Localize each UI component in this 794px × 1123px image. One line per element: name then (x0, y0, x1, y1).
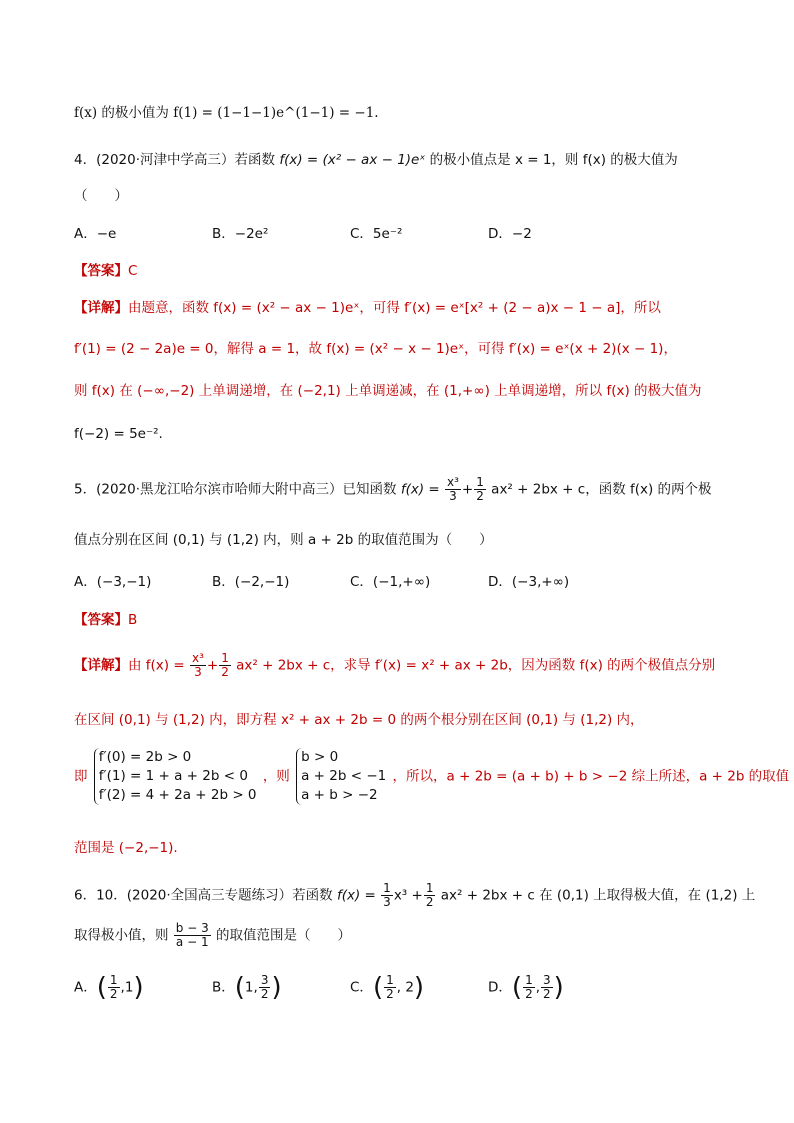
q5-detail-text-1a: 由 f(x) = (128, 657, 185, 674)
q6-option-a: A．( $\frac{1}{2}$ ,1) (74, 972, 144, 1003)
q5-detail-mid: ，则 (262, 768, 290, 785)
q6-option-d: D．( $\frac{1}{2}$ , $\frac{3}{2}$ ) (488, 972, 564, 1003)
q4-answer-value: C (128, 263, 138, 279)
q6-prefix: 6．10．(2020·全国高三专题练习）若函数 (74, 887, 333, 904)
q5-detail-pre: 即 (74, 768, 88, 785)
q4-blank: （ ） (74, 188, 128, 204)
q5-fraction-1-over-2: $\frac{1}{2}$ (476, 475, 484, 503)
q5-system-2-row: b > 0 (301, 749, 339, 765)
q4-options (74, 224, 734, 244)
q5-answer-value: B (128, 612, 138, 628)
q5-detail-line-4: 范围是 (−2,−1). (74, 840, 178, 856)
q5-option-b: B．(−2,−1) (212, 574, 290, 590)
q5-detail-fraction-1-over-2: $\frac{1}{2}$ (221, 651, 229, 679)
q5-prefix: 5．(2020·黑龙江哈尔滨市哈师大附中高三）已知函数 (74, 481, 397, 498)
q4-option-a: A．−e (74, 226, 117, 242)
q5-detail-line-3 (74, 748, 789, 805)
q5-detail-line-1: 【详解】由 f(x) = $\frac{\text{x³}}{3}$ + $\frac{1}{2}$ ax² + 2bx + c，求导 f′(x) = x² + ax + 2b，因为函数 f(x) 的两个极值点分别 (74, 651, 716, 679)
q6-function: f(x) = (336, 887, 376, 904)
q6-options (74, 974, 734, 1001)
q5-line-2: 值点分别在区间 (0,1) 与 (1,2) 内，则 a + 2b 的取值范围为（ ） (74, 532, 493, 548)
q5-system-1-row: f′(2) = 4 + 2a + 2b > 0 (98, 787, 257, 803)
q5-options (74, 572, 734, 592)
q5-system-1-row: f′(0) = 2b > 0 (98, 749, 192, 765)
q4-option-d: D．−2 (488, 226, 532, 242)
q6-fraction-1-over-3: $\frac{1}{3}$ (383, 881, 391, 909)
q4-answer-tag: 【答案】 (74, 263, 128, 279)
q6-option-c: C．( $\frac{1}{2}$ , 2) (350, 972, 425, 1003)
q5-fraction-x3-over-3: $\frac{\text{x³}}{3}$ (447, 475, 459, 503)
q5-detail-fraction-x3-over-3: $\frac{\text{x³}}{3}$ (191, 651, 204, 679)
q5-detail-line-2: 在区间 (0,1) 与 (1,2) 内，即方程 x² + ax + 2b = 0 的两个根分别在区间 (0,1) 与 (1,2) 内， (74, 712, 644, 728)
q5-answer (74, 610, 137, 630)
q4-detail-line-4: f(−2) = 5e⁻². (74, 426, 163, 442)
q4-suffix: 的极小值点是 x = 1，则 f(x) 的极大值为 (429, 152, 678, 168)
q6-option-b: B．(1, $\frac{3}{2}$ ) (212, 972, 282, 1003)
q5-system-1 (94, 748, 257, 805)
q5-option-d: D．(−3,+∞) (488, 574, 570, 590)
q4-option-c: C．5e⁻² (350, 226, 403, 242)
q4-prefix: 4．(2020·河津中学高三）若函数 (74, 152, 276, 168)
q5-system-2 (296, 748, 386, 805)
q5-detail-tag: 【详解】 (74, 657, 128, 674)
q5-option-a: A．(−3,−1) (74, 574, 152, 590)
q6-line-2 (74, 922, 351, 949)
q6-line-2a: 取得极小值，则 (74, 927, 169, 944)
q4-option-b: B．−2e² (212, 226, 269, 242)
q5-option-c: C．(−1,+∞) (350, 574, 431, 590)
q5-function: f(x) = (400, 481, 440, 498)
q5-answer-tag: 【答案】 (74, 612, 128, 628)
q4-detail-text-1: 由题意，函数 f(x) = (x² − ax − 1)eˣ，可得 f′(x) = eˣ[x² + (2 − a)x − 1 − a]，所以 (128, 300, 661, 316)
q6-rest: ax² + 2bx + c 在 (0,1) 上取得极大值，在 (1,2) 上 (440, 887, 756, 904)
q4-detail-tag: 【详解】 (74, 300, 128, 316)
q5-system-2-row: a + b > −2 (301, 787, 378, 803)
q4-detail-line-3: 则 f(x) 在 (−∞,−2) 上单调递增，在 (−2,1) 上单调递减，在 (1,+∞) 上单调递增，所以 f(x) 的极大值为 (74, 383, 702, 399)
q6-line-2b: 的取值范围是（ ） (216, 927, 352, 944)
q4-formula: f(x) = (x² − ax − 1)eˣ (279, 152, 426, 168)
q5-system-2-row: a + 2b < −1 (301, 768, 387, 784)
question-4-stem (74, 150, 678, 170)
q5-detail-post: ，所以，a + 2b = (a + b) + b > −2 综上所述，a + 2b 的取值 (392, 768, 790, 785)
intro-line: f(x) 的极小值为 f(1) = (1−1−1)e^(1−1) = −1. (74, 105, 379, 121)
q4-answer (74, 261, 137, 281)
q5-detail-text-1b: ax² + 2bx + c，求导 f′(x) = x² + ax + 2b，因为函数 f(x) 的两个极值点分别 (236, 657, 716, 674)
question-6-stem (74, 882, 755, 909)
q6-mid: x³ + (393, 887, 423, 904)
q6-fraction-b3-over-a1: $\frac{b - 3}{a - 1}$ (175, 921, 209, 949)
q6-fraction-1-over-2: $\frac{1}{2}$ (425, 881, 434, 909)
q4-detail-line-1 (74, 298, 661, 318)
question-5-stem: 5．(2020·黑龙江哈尔滨市哈师大附中高三）已知函数 f(x) = $\frac{\text{x³}}{3}$ + $\frac{1}{2}$ ax² + 2bx + c，函数 f(x) 的两个极 (74, 475, 712, 503)
q5-system-1-row: f′(1) = 1 + a + 2b < 0 (98, 768, 248, 784)
q4-detail-line-2: f′(1) = (2 − 2a)e = 0，解得 a = 1，故 f(x) = (x² − x − 1)eˣ，可得 f′(x) = eˣ(x + 2)(x − 1)， (74, 341, 677, 357)
q5-rest: ax² + 2bx + c，函数 f(x) 的两个极 (491, 481, 712, 498)
